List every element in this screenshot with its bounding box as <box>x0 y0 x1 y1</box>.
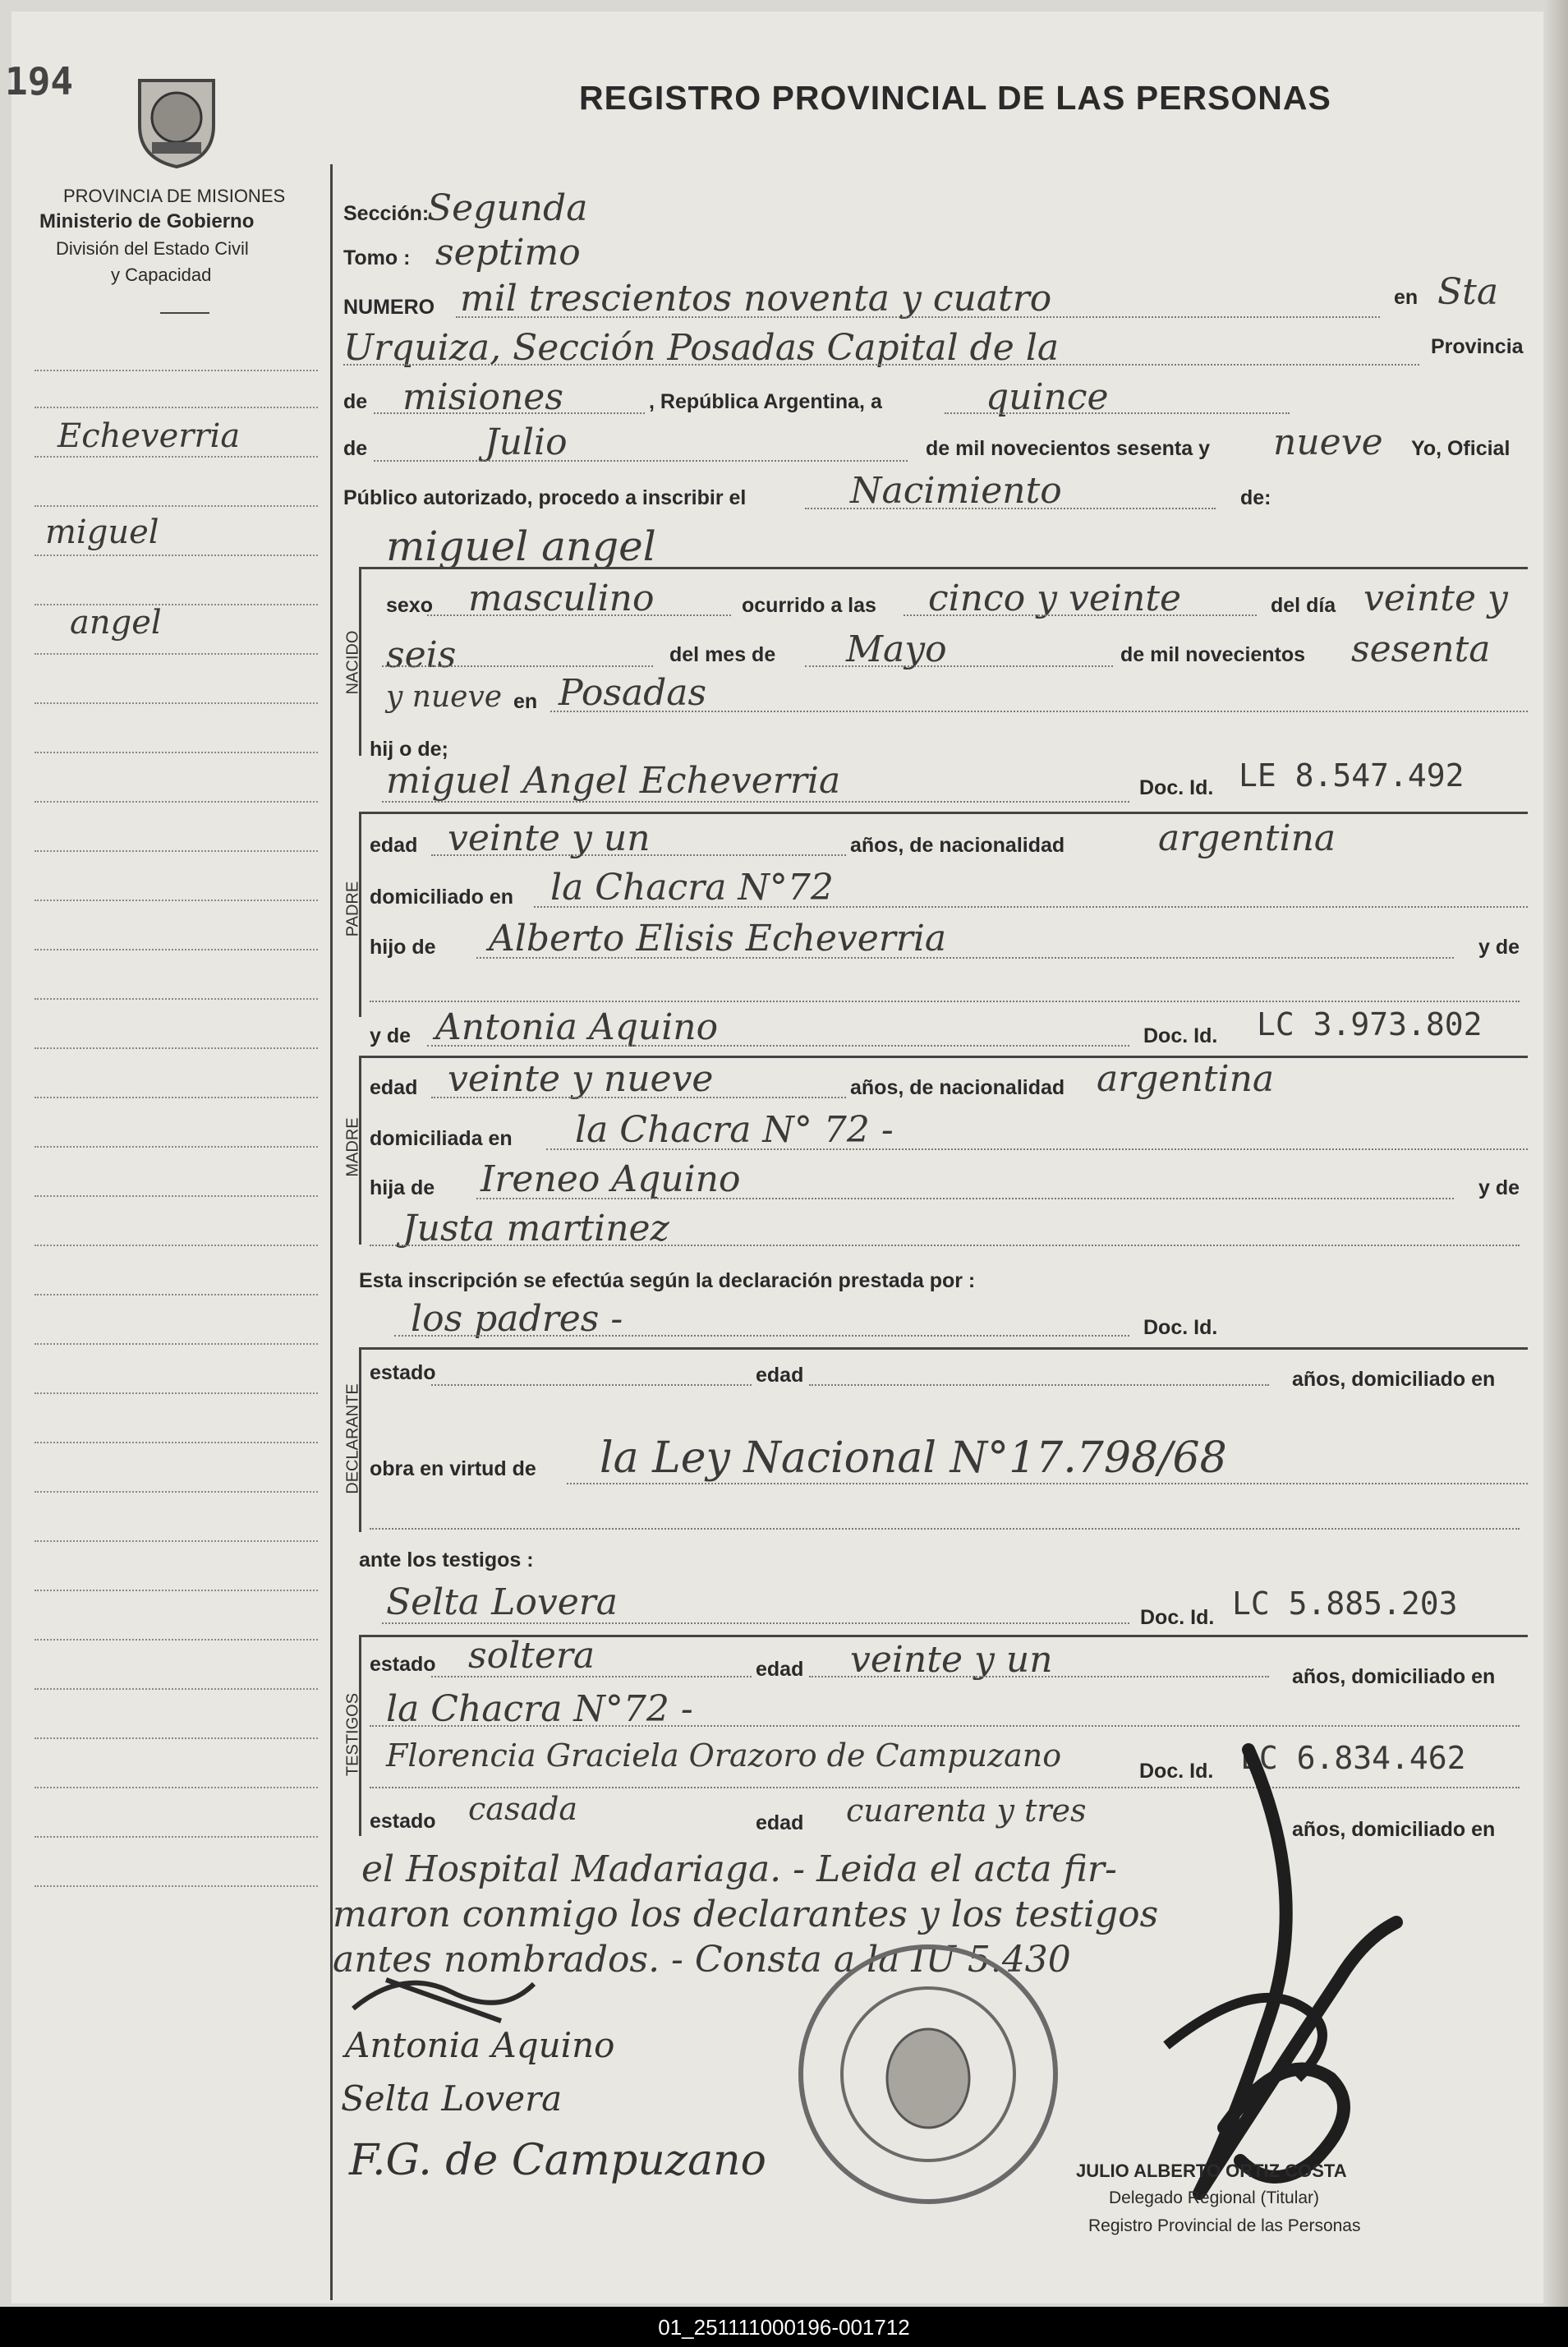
padre-nombre-line <box>382 801 1129 803</box>
official-signature-icon <box>1150 1733 1421 2226</box>
declarante-section-label: DECLARANTE <box>343 1383 362 1494</box>
testigo1-edad: veinte y un <box>850 1639 1053 1681</box>
seccion-value: Segunda <box>427 187 588 229</box>
padre-y-de-label: y de <box>1478 936 1520 959</box>
testigo2-doc-value: LC 6.834.462 <box>1240 1740 1466 1776</box>
madre-dom-value: la Chacra N° 72 - <box>575 1109 894 1151</box>
testigo1-nombre: Selta Lovera <box>386 1581 618 1623</box>
testigo1-dom-line <box>370 1725 1520 1727</box>
anio-nac-value: sesenta <box>1351 628 1491 670</box>
nacido-top-rule <box>361 567 1528 569</box>
testigo2-nombre: Florencia Graciela Orazoro de Campuzano <box>386 1737 1062 1774</box>
padre-top-rule <box>361 812 1528 814</box>
padre-dom-line <box>534 906 1528 908</box>
anio-value: nueve <box>1273 421 1383 463</box>
padre-hijo-de-line <box>476 957 1454 959</box>
madre-edad-line <box>431 1097 846 1098</box>
hora-value: cinco y veinte <box>928 578 1182 619</box>
dia2-value: seis <box>386 634 457 676</box>
capacity-label: y Capacidad <box>111 265 212 285</box>
testigo2-anos-label: años, domiciliado en <box>1292 1818 1496 1841</box>
tomo-label: Tomo : <box>343 246 411 269</box>
declarante-extra-line <box>370 1528 1520 1530</box>
acto-line <box>805 508 1216 509</box>
padre-nac-label: años, de nacionalidad <box>850 834 1065 857</box>
numero-value: mil trescientos noventa y cuatro <box>460 278 1052 320</box>
madre-nac-value: argentina <box>1097 1058 1275 1100</box>
testigo2-estado: casada <box>468 1791 578 1827</box>
en-label-2: en <box>513 690 538 713</box>
republica-label: , República Argentina, a <box>649 390 882 413</box>
padre-edad-label: edad <box>370 834 418 857</box>
testigo1-doc-label: Doc. Id. <box>1140 1606 1215 1629</box>
madre-nombre-line <box>427 1045 1129 1047</box>
numero-label: NUMERO <box>343 296 435 319</box>
ministry-label: Ministerio de Gobierno <box>39 210 255 232</box>
del-dia-value: veinte y <box>1363 578 1508 619</box>
madre-hija-de-2: Justa martinez <box>402 1208 669 1249</box>
padre-section-label: PADRE <box>343 881 362 937</box>
mes-nac-line <box>805 665 1113 667</box>
testigo1-edad-label: edad <box>756 1658 804 1681</box>
madre-edad-value: veinte y nueve <box>448 1058 714 1100</box>
declarante-anos-label: años, domiciliado en <box>1292 1368 1496 1391</box>
declarante-line <box>394 1335 1129 1337</box>
obra-label: obra en virtud de <box>370 1457 536 1480</box>
madre-dom-label: domiciliada en <box>370 1127 513 1150</box>
page-title: REGISTRO PROVINCIAL DE LAS PERSONAS <box>579 79 1331 117</box>
padre-dom-label: domiciliado en <box>370 886 514 909</box>
place-dotline <box>343 364 1419 366</box>
closing-line-1: maron conmigo los declarantes y los testigos <box>333 1894 1159 1935</box>
madre-doc-value: LC 3.973.802 <box>1257 1006 1483 1042</box>
testigo2-estado-label: estado <box>370 1810 436 1833</box>
acto-value: Nacimiento <box>850 470 1062 512</box>
dia-line <box>945 412 1290 414</box>
ley-line <box>567 1483 1528 1484</box>
hijo-label: hij o de; <box>370 738 448 761</box>
sexo-value: masculino <box>468 578 655 619</box>
closing-line-2: antes nombrados. - Consta a la IU 5.430 <box>333 1939 1071 1981</box>
declarante-estado-line <box>431 1384 752 1386</box>
del-dia-label: del día <box>1271 594 1336 617</box>
testigo2-dom: el Hospital Madariaga. - Leida el acta fir- <box>361 1848 1117 1890</box>
padre-hijo-de-label: hijo de <box>370 936 436 959</box>
madre-section-label: MADRE <box>343 1117 362 1177</box>
hora-line <box>904 614 1257 616</box>
testigo1-anos-label: años, domiciliado en <box>1292 1665 1496 1688</box>
official-name: JULIO ALBERTO ORTIZ COSTA <box>1076 2161 1347 2181</box>
madre-dom-line <box>546 1148 1528 1150</box>
testigo1-estado-label: estado <box>370 1653 436 1676</box>
madre-doc-label: Doc. Id. <box>1143 1024 1218 1047</box>
testigo1-estado-line <box>431 1676 752 1677</box>
place-line: Urquiza, Sección Posadas Capital de la <box>343 327 1060 369</box>
padre-extra-line <box>370 1001 1520 1002</box>
official-office: Registro Provincial de las Personas <box>1088 2216 1361 2235</box>
testigo2-doc-label: Doc. Id. <box>1139 1760 1214 1783</box>
en-place: Sta <box>1437 271 1499 313</box>
numero-line <box>456 316 1380 318</box>
testigos-section-label: TESTIGOS <box>343 1692 362 1777</box>
declarante-edad-line <box>809 1384 1269 1386</box>
publico-label: Público autorizado, procedo a inscribir el <box>343 486 747 509</box>
testigo1-dom: la Chacra N°72 - <box>386 1688 693 1730</box>
lugar-value: Posadas <box>559 672 707 714</box>
madre-nombre: Antonia Aquino <box>435 1006 719 1048</box>
de-label-1: de <box>343 390 368 413</box>
mes-line <box>374 460 908 462</box>
testigo2-edad-label: edad <box>756 1811 804 1834</box>
mes-value: Julio <box>485 421 568 463</box>
inscripcion-label: Esta inscripción se efectúa según la declaración prestada por : <box>359 1269 976 1292</box>
en-label: en <box>1394 286 1419 309</box>
tomo-value: septimo <box>435 232 581 274</box>
testigo1-line <box>382 1622 1129 1624</box>
registry-stamp-icon <box>793 1939 1064 2210</box>
testigo2-edad: cuarenta y tres <box>846 1792 1087 1829</box>
de-colon-label: de: <box>1240 486 1271 509</box>
province-label: PROVINCIA DE MISIONES <box>63 186 286 206</box>
madre-y-de-label: y de <box>370 1024 412 1047</box>
margin-name-1: miguel <box>45 513 159 551</box>
sexo-label: sexo <box>386 594 433 617</box>
testigo1-doc-value: LC 5.885.203 <box>1232 1585 1458 1622</box>
madre-nac-label: años, de nacionalidad <box>850 1076 1065 1099</box>
signature-2: Selta Lovera <box>341 2078 563 2119</box>
signature-1: Antonia Aquino <box>345 2025 615 2065</box>
nacido-section-label: NACIDO <box>343 630 362 695</box>
padre-doc-value: LE 8.547.492 <box>1239 757 1465 794</box>
provincia-label: Provincia <box>1431 335 1524 358</box>
testigo1-edad-line <box>809 1676 1269 1677</box>
provincia-line <box>374 412 645 414</box>
provincia-value: misiones <box>402 376 563 418</box>
folio-number: 194 <box>5 59 74 104</box>
image-caption: 01_251111000196-001712 <box>658 2315 910 2340</box>
madre-edad-label: edad <box>370 1076 418 1099</box>
padre-dom-value: la Chacra N°72 <box>550 867 834 909</box>
lugar-line <box>550 711 1528 712</box>
official-role: Delegado Regional (Titular) <box>1109 2188 1320 2207</box>
de-mil-sesenta-label: de mil novecientos sesenta y <box>926 437 1210 460</box>
anio-nac2-value: y nueve <box>386 680 503 714</box>
madre-extra-line <box>370 1245 1520 1246</box>
madre-hija-de-label: hija de <box>370 1176 435 1199</box>
padre-edad-line <box>431 854 846 856</box>
dia2-line <box>382 665 653 667</box>
padre-edad-value: veinte y un <box>448 817 651 859</box>
testigo1-estado: soltera <box>468 1635 595 1677</box>
division-label: División del Estado Civil <box>56 238 249 259</box>
ante-testigos-label: ante los testigos : <box>359 1549 534 1572</box>
de-label-2: de <box>343 437 368 460</box>
crossed-signature-icon <box>337 1959 550 2033</box>
madre-hija-de-line <box>476 1198 1454 1199</box>
page-edge <box>1543 0 1568 2347</box>
nombre-value: miguel angel <box>386 522 656 570</box>
declarante-top-rule <box>361 1347 1528 1350</box>
sexo-line <box>427 614 731 616</box>
padre-nombre: miguel Angel Echeverria <box>386 760 841 802</box>
del-mes-label: del mes de <box>669 643 776 666</box>
yo-oficial-label: Yo, Oficial <box>1411 437 1511 460</box>
madre-hija-de-value: Ireneo Aquino <box>481 1158 741 1200</box>
declarante-value: los padres - <box>411 1298 623 1340</box>
province-seal-icon <box>123 64 230 171</box>
declarante-edad-label: edad <box>756 1364 804 1387</box>
footer-bar <box>0 2307 1568 2347</box>
mes-nac-value: Mayo <box>846 628 947 670</box>
padre-doc-label: Doc. Id. <box>1139 776 1214 799</box>
header-divider <box>160 312 209 314</box>
padre-hijo-de-value: Alberto Elisis Echeverria <box>489 918 947 960</box>
declarante-doc-label: Doc. Id. <box>1143 1316 1218 1339</box>
de-mil-label: de mil novecientos <box>1120 643 1306 666</box>
declarante-estado-label: estado <box>370 1361 436 1384</box>
dia-value: quince <box>986 376 1109 418</box>
signature-3: F.G. de Campuzano <box>349 2136 766 2185</box>
madre-y-de-2-label: y de <box>1478 1176 1520 1199</box>
seccion-label: Sección: <box>343 202 430 225</box>
margin-surname: Echeverria <box>57 417 241 455</box>
ley-value: la Ley Nacional N°17.798/68 <box>600 1434 1227 1483</box>
ocurrido-label: ocurrido a las <box>742 594 876 617</box>
padre-nac-value: argentina <box>1158 817 1336 859</box>
margin-name-2: angel <box>70 604 162 642</box>
